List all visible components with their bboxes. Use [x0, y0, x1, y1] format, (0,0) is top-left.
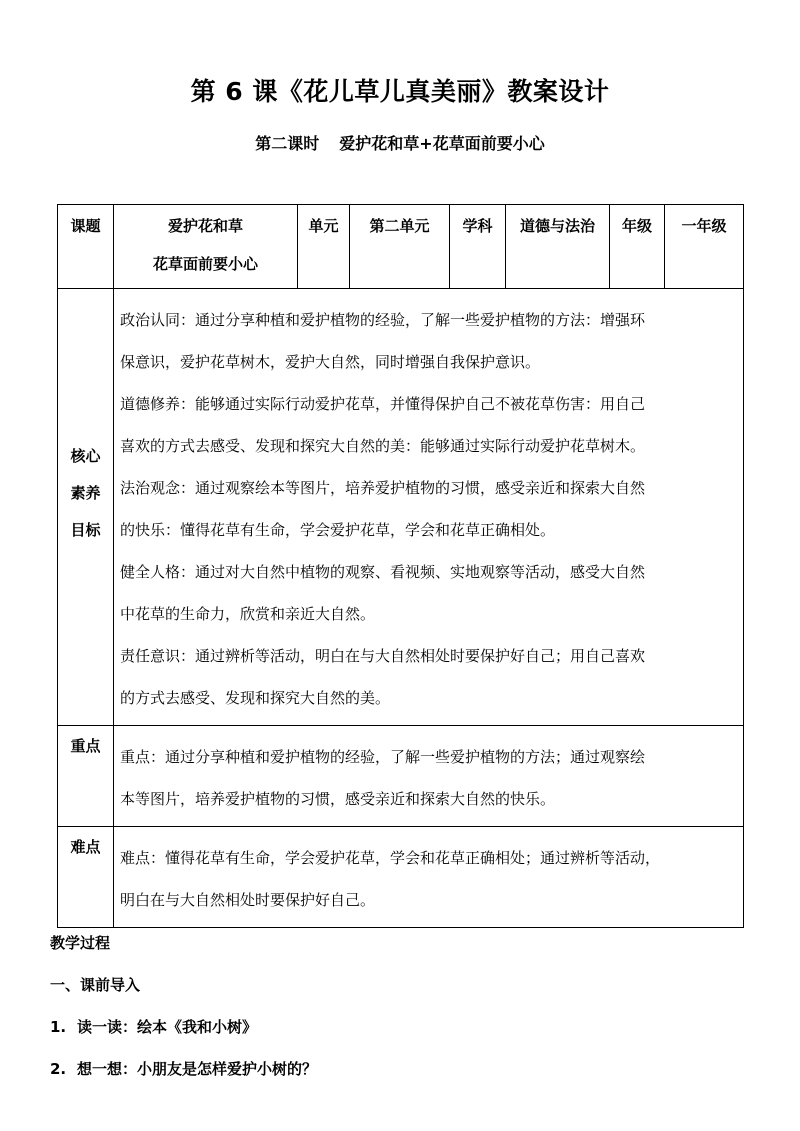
- document-title: 第 6 课《花儿草儿真美丽》教案设计: [190, 77, 610, 106]
- core-label-1: 核心: [70, 447, 101, 465]
- key-point-line: 重点：通过分享种植和爱护植物的经验，了解一些爱护植物的方法；通过观察绘: [120, 748, 646, 766]
- item-number: 1.: [50, 1018, 67, 1036]
- item-number: 2.: [50, 1060, 67, 1078]
- process-item-2: [50, 1058, 317, 1079]
- unit-value: 第二单元: [350, 205, 450, 289]
- difficulty-row: [58, 827, 744, 928]
- core-literacy-row: [58, 289, 744, 726]
- process-item-1: [50, 1016, 257, 1037]
- key-point-line: 本等图片，培养爱护植物的习惯，感受亲近和探索大自然的快乐。: [120, 790, 556, 808]
- document-subtitle: [0, 131, 800, 154]
- subject-label: 学科: [450, 205, 506, 289]
- core-line: 中花草的生命力，欣赏和亲近大自然。: [120, 605, 376, 623]
- section-intro-heading: 一、课前导入: [50, 976, 141, 994]
- core-label-3: 目标: [70, 521, 101, 539]
- item-text: 想一想：小朋友是怎样爱护小树的？: [77, 1060, 318, 1078]
- grade-value: 一年级: [665, 205, 744, 289]
- course-label: 课题: [58, 205, 114, 289]
- core-line: 的方式去感受、发现和探究大自然的美。: [120, 689, 391, 707]
- key-point-label: 重点: [58, 726, 114, 827]
- core-line: 的快乐：懂得花草有生命，学会爱护花草，学会和花草正确相处。: [120, 521, 556, 539]
- lesson-info-table: [57, 204, 744, 928]
- difficulty-line: 明白在与大自然相处时要保护好自己。: [120, 891, 376, 909]
- key-point-content: [114, 726, 744, 827]
- key-point-row: [58, 726, 744, 827]
- core-line: 喜欢的方式去感受、发现和探究大自然的美：能够通过实际行动爱护花草树木。: [120, 437, 646, 455]
- core-line: 健全人格：通过对大自然中植物的观察、看视频、实地观察等活动，感受大自然: [120, 563, 646, 581]
- table-header-row: [58, 205, 744, 289]
- core-line: 道德修养：能够通过实际行动爱护花草，并懂得保护自己不被花草伤害：用自己: [120, 395, 646, 413]
- core-line: 责任意识：通过辨析等活动，明白在与大自然相处时要保护好自己；用自己喜欢: [120, 647, 646, 665]
- course-value: [114, 205, 298, 289]
- difficulty-content: [114, 827, 744, 928]
- core-line: 政治认同：通过分享种植和爱护植物的经验，了解一些爱护植物的方法：增强环: [120, 311, 646, 329]
- item-text: 读一读：绘本《我和小树》: [77, 1018, 258, 1036]
- difficulty-line: 难点：懂得花草有生命，学会爱护花草，学会和花草正确相处；通过辨析等活动，: [120, 849, 661, 867]
- difficulty-label: 难点: [58, 827, 114, 928]
- lesson-period: 第二课时: [255, 134, 320, 153]
- lesson-topic: 爱护花和草+花草面前要小心: [339, 134, 545, 153]
- course-line-2: 花草面前要小心: [152, 255, 258, 273]
- core-literacy-content: [114, 289, 744, 726]
- core-line: 法治观念：通过观察绘本等图片，培养爱护植物的习惯，感受亲近和探索大自然: [120, 479, 646, 497]
- process-heading: 教学过程: [50, 934, 111, 952]
- course-line-1: 爱护花和草: [167, 217, 243, 235]
- core-label-2: 素养: [70, 484, 101, 502]
- core-line: 保意识，爱护花草树木，爱护大自然，同时增强自我保护意识。: [120, 353, 541, 371]
- unit-label: 单元: [298, 205, 350, 289]
- grade-label: 年级: [610, 205, 665, 289]
- core-literacy-label: [58, 289, 114, 726]
- subject-value: 道德与法治: [506, 205, 610, 289]
